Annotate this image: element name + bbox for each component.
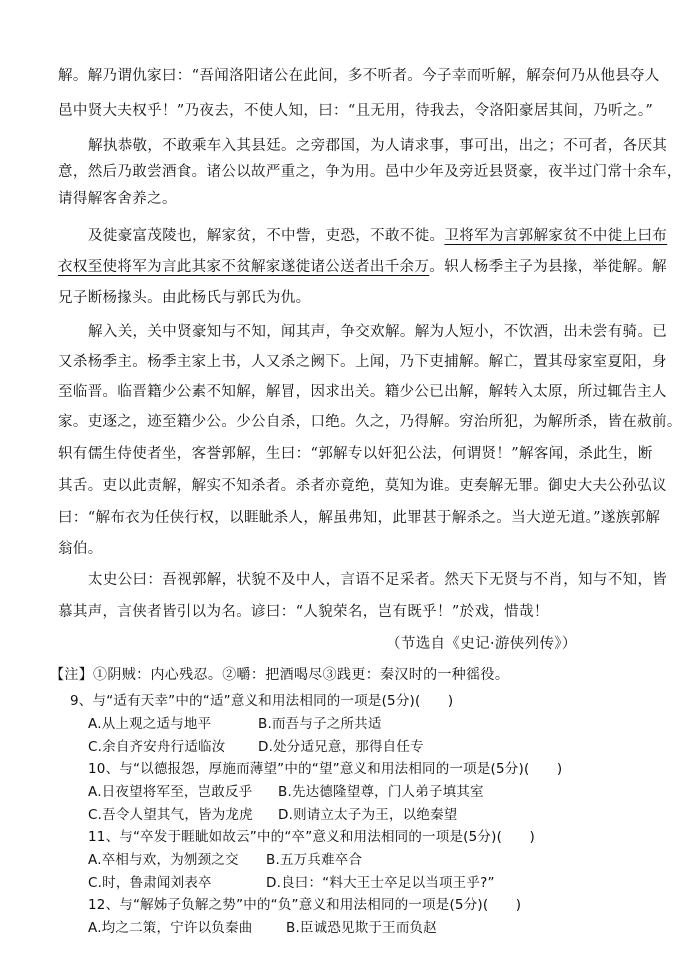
passage-line: 解执恭敬，不敢乘车入其县廷。之旁郡国，为人请求事，事可出，出之；不可者，各厌其: [88, 138, 668, 154]
passage-line: 曰：“解布衣为任侠行权，以睚眦杀人，解虽弗知，此罪甚于解杀之。当大逆无道。”遂族郭解: [58, 510, 661, 526]
passage-line: 至临晋。临晋籍少公素不知解，解冒，因求出关。籍少公已出解，解转入太原，所过辄告主人: [58, 384, 667, 400]
option-b: B.臣诚恐见欺于王而负赵: [286, 920, 437, 936]
passage-line: 兄子断杨掾头。由此杨氏与郭氏为仇。: [58, 290, 311, 306]
passage-line: [88, 224, 667, 245]
option-a: A.卒相与欢，为刎颈之交: [88, 852, 239, 868]
option-b: B.五万兵难卒合: [266, 852, 363, 868]
passage-line: 邑中贤大夫权乎！”乃夜去，不使人知，曰：“且无用，待我去，令洛阳豪居其间，乃听之。”: [58, 103, 654, 119]
passage-line: 解。解乃谓仇家曰：“吾闻洛阳诸公在此间，多不听者。今子幸而听解，解奈何乃从他县夺人: [58, 68, 660, 84]
option-d: D.良曰：“料大王士卒足以当项王乎?”: [266, 875, 495, 891]
passage-text: 。轵人杨季主子为县掾，举徙解。解: [429, 259, 667, 275]
passage-line: 请得解客舍养之。: [58, 191, 177, 207]
question-stem: 12、与“解姊子负解之势”中的“负”意义和用法相同的一项是(5分)( ): [88, 897, 522, 913]
option-a: A.从上观之适与地平: [88, 716, 212, 732]
question-stem: 10、与“以德报怨，厚施而薄望”中的“望”意义和用法相同的一项是(5分)( ): [88, 761, 563, 777]
passage-line: [58, 255, 667, 276]
underlined-text: 卫将军为言郭解家贫不中徙上曰布: [444, 228, 668, 244]
passage-line: 慕其声，言侠者皆引以为名。谚曰：“人貌荣名，岂有既乎！”於戏，惜哉！: [58, 604, 549, 620]
passage-line: 翁伯。: [58, 541, 103, 557]
option-c: C.时，鲁肃闻刘表卒: [88, 875, 212, 891]
annotation-note: 【注】①阴贼：内心残忍。②嚼：把酒喝尽③践更：秦汉时的一种徭役。: [50, 667, 510, 683]
passage-line: 意，然后乃敢尝酒食。诸公以故严重之，争为用。邑中少年及旁近县贤豪，夜半过门常十余车，: [58, 164, 682, 180]
option-d: D.处分适兄意，那得自任专: [258, 739, 424, 755]
option-b: B.而吾与子之所共适: [258, 716, 382, 732]
option-c: C.余自齐安舟行适临汝: [88, 739, 226, 755]
question-stem: 11、与“卒发于睚眦如故云”中的“卒”意义和用法相同的一项是(5分)( ): [88, 829, 535, 845]
option-b: B.先达德隆望尊，门人弟子填其室: [278, 784, 484, 800]
underlined-text: 衣权至使将军为言此其家不贫解家遂徙诸公送者出千余万: [58, 259, 430, 275]
passage-line: 轵有儒生侍使者坐，客誉郭解，生曰：“郭解专以奸犯公法，何谓贤！”解客闻，杀此生，断: [58, 446, 653, 462]
passage-line: 其舌。吏以此责解，解实不知杀者。杀者亦竟绝，莫知为谁。吏奏解无罪。御史大夫公孙弘议: [58, 478, 667, 494]
option-c: C.吾令人望其气，皆为龙虎: [88, 807, 253, 823]
option-d: D.则请立太子为王，以绝秦望: [278, 807, 458, 823]
option-a: A.日夜望将军至，岂敢反乎: [88, 784, 253, 800]
passage-text: 及徙豪富茂陵也，解家贫，不中訾，吏恐，不敢不徙。: [88, 228, 445, 244]
source-citation: （节选自《史记·游侠列传》）: [386, 636, 577, 652]
option-a: A.均之二策，宁许以负秦曲: [88, 920, 253, 936]
passage-line: 解入关，关中贤豪知与不知，闻其声，争交欢解。解为人短小，不饮酒，出未尝有骑。已: [88, 324, 668, 340]
question-stem: 9、与“适有天幸”中的“适”意义和用法相同的一项是(5分)( ): [70, 693, 454, 709]
passage-line: 太史公曰：吾视郭解，状貌不及中人，言语不足采者。然天下无贤与不肖，知与不知，皆: [88, 572, 668, 588]
passage-line: 家。吏逐之，迹至籍少公。少公自杀，口绝。久之，乃得解。穷治所犯，为解所杀，皆在赦前。: [58, 414, 682, 430]
passage-line: 又杀杨季主。杨季主家上书，人又杀之阙下。上闻，乃下吏捕解。解亡，置其母家室夏阳，身: [58, 354, 667, 370]
